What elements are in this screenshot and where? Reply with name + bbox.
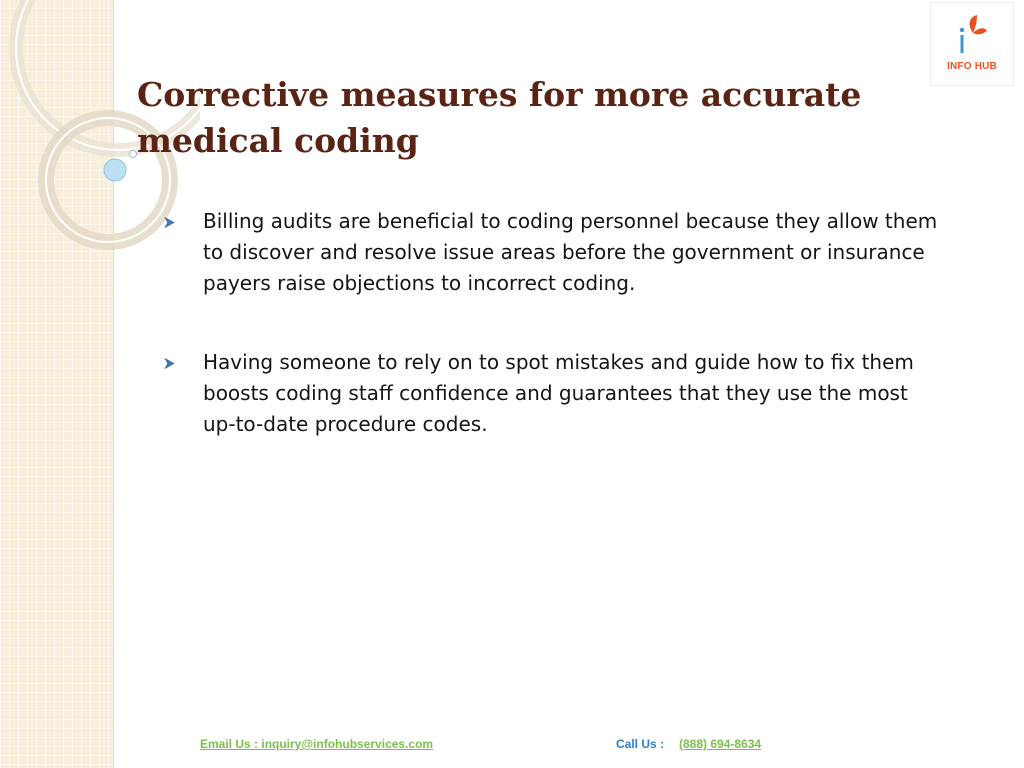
footer-call-label: Call Us : bbox=[616, 737, 665, 751]
arrowhead-bullet-icon bbox=[164, 358, 175, 369]
slide-title bbox=[137, 72, 917, 164]
bullet-text: Billing audits are beneficial to coding personnel because they allow them to discover and resolve issue areas before the government or insurance payers raise objections to incorrect coding. bbox=[203, 209, 938, 295]
bullet-text: Having someone to rely on to spot mistakes and guide how to fix them boosts coding staff confidence and guarantees that they use the most up-to-date procedure codes. bbox=[203, 350, 914, 436]
title-line-2: medical coding bbox=[137, 121, 419, 160]
info-hub-logo-icon bbox=[953, 13, 989, 59]
bullet-list bbox=[160, 206, 940, 488]
logo-text: INFO HUB bbox=[947, 61, 997, 72]
arrowhead-bullet-icon bbox=[164, 217, 175, 228]
title-line-1: Corrective measures for more accurate bbox=[137, 75, 862, 114]
footer-phone-link[interactable]: (888) 694-8634 bbox=[679, 737, 762, 751]
bullet-item bbox=[160, 206, 940, 299]
info-hub-logo bbox=[930, 2, 1014, 86]
bullet-item bbox=[160, 347, 940, 440]
footer-email-link[interactable]: Email Us : inquiry@infohubservices.com bbox=[200, 737, 434, 751]
